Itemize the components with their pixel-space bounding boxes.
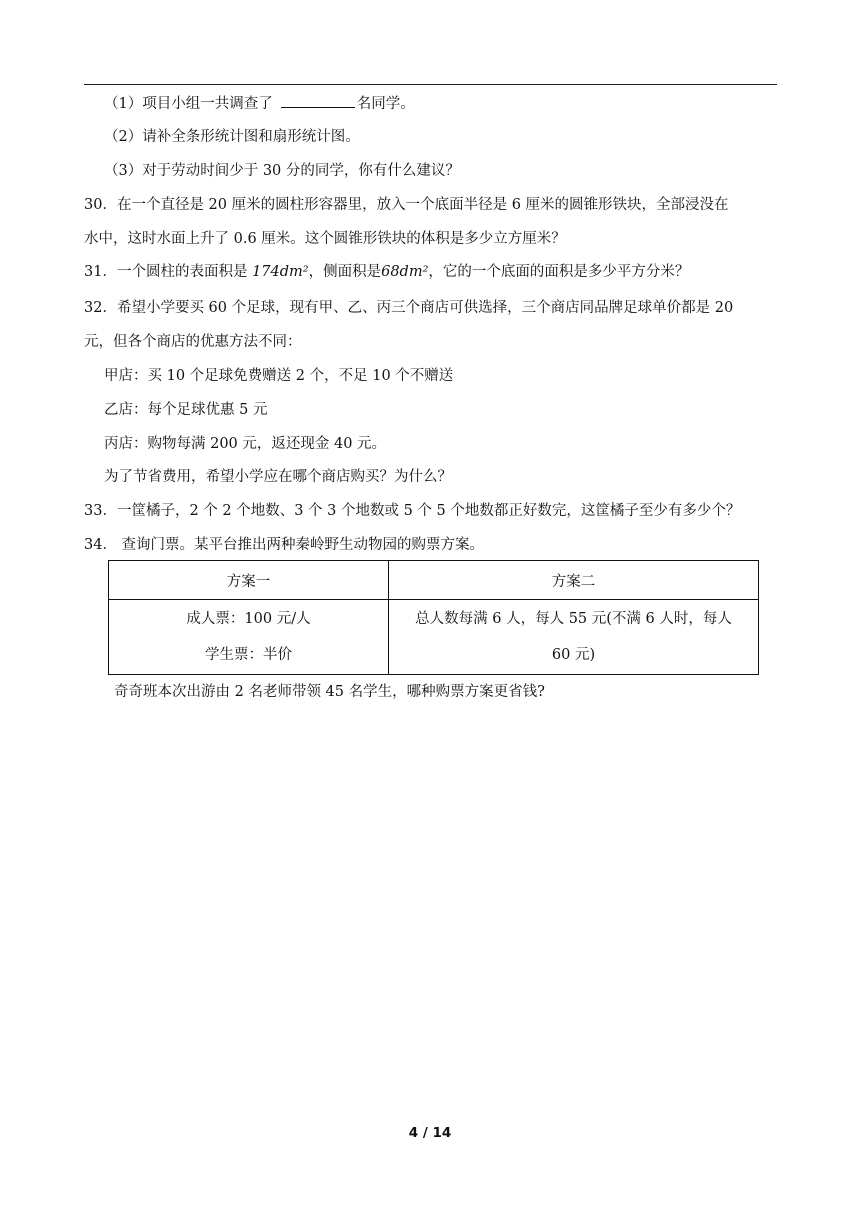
plan1-cell: [109, 600, 389, 675]
q31-line: [84, 262, 689, 282]
plan1-header: 方案一: [109, 561, 389, 600]
ticket-plan-table: [108, 560, 759, 675]
q32-shop-bing: 丙店：购物每满 200 元，返还现金 40 元。: [104, 436, 387, 452]
q32-line1: 32．希望小学要买 60 个足球，现有甲、乙、丙三个商店可供选择，三个商店同品牌足球单价都是 20: [84, 300, 734, 316]
plan2-header: 方案二: [389, 561, 759, 600]
header-rule: [84, 84, 777, 85]
page-number: 4 / 14: [408, 1125, 452, 1141]
q32-shop-jia: 甲店：买 10 个足球免费赠送 2 个，不足 10 个不赠送: [104, 368, 454, 384]
q29-part1-suffix: 名同学。: [356, 96, 415, 112]
q32-shop-yi: 乙店：每个足球优惠 5 元: [104, 402, 268, 418]
q29-part2: （2）请补全条形统计图和扇形统计图。: [104, 129, 360, 145]
q31-mid: ，侧面积是: [308, 264, 382, 280]
answer-blank: [281, 93, 355, 108]
q32-line2: 元，但各个商店的优惠方法不同：: [84, 334, 302, 350]
q30-line2: 水中，这时水面上升了 0.6 厘米。这个圆锥形铁块的体积是多少立方厘米？: [84, 231, 566, 247]
q29-part3: （3）对于劳动时间少于 30 分的同学，你有什么建议？: [104, 163, 460, 179]
q34-question: 奇奇班本次出游由 2 名老师带领 45 名学生，哪种购票方案更省钱?: [114, 684, 545, 700]
q29-part1: [104, 93, 415, 114]
q32-question: 为了节省费用，希望小学应在哪个商店购买？为什么？: [104, 469, 452, 485]
q29-part1-text: （1）项目小组一共调查了: [104, 96, 273, 112]
q33-line: 33．一筐橘子，2 个 2 个地数、3 个 3 个地数或 5 个 5 个地数都正好数完，这筐橘子至少有多少个？: [84, 503, 741, 519]
plan2-line2: 60 元): [551, 647, 596, 663]
q31-suffix: ，它的一个底面的面积是多少平方分米？: [428, 264, 690, 280]
q31-lateral-area: 68dm²: [381, 264, 429, 280]
q31-prefix: 31．一个圆柱的表面积是: [84, 264, 248, 280]
plan1-student-price: 学生票：半价: [205, 647, 292, 663]
plan2-cell: [389, 600, 759, 675]
q31-surface-area: 174dm²: [252, 264, 309, 280]
plan2-line1: 总人数每满 6 人，每人 55 元(不满 6 人时，每人: [415, 611, 732, 627]
q30-line1: 30．在一个直径是 20 厘米的圆柱形容器里，放入一个底面半径是 6 厘米的圆锥形铁块，全部浸没在: [84, 197, 729, 213]
plan1-adult-price: 成人票：100 元/人: [186, 611, 311, 627]
q34-intro: 34． 查询门票。某平台推出两种秦岭野生动物园的购票方案。: [84, 537, 485, 553]
